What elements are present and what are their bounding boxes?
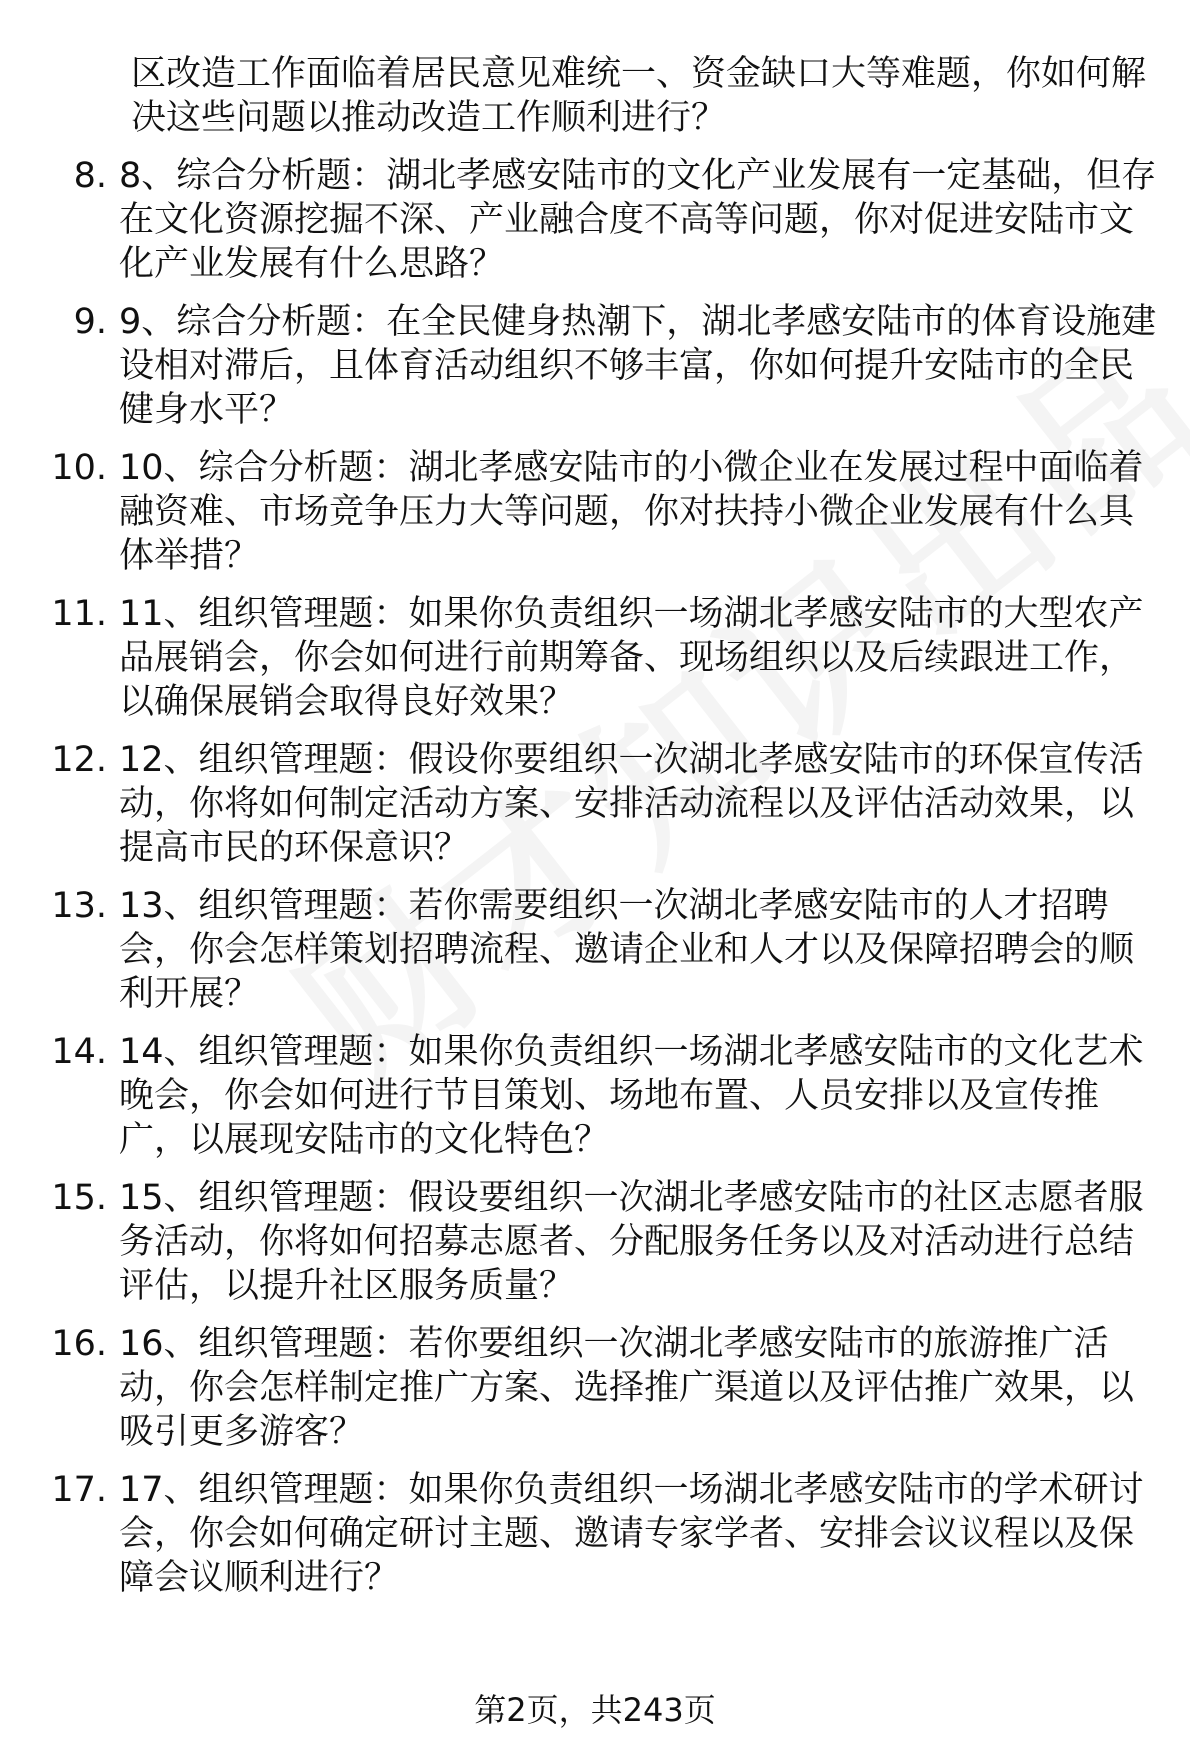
continuation-text: 区改造工作面临着居民意见难统一、资金缺口大等难题，你如何解决这些问题以推动改造工作顺利进行？ [131,54,1147,138]
question-item [0,1176,1190,1308]
question-text: 16、组织管理题：若你要组织一次湖北孝感安陆市的旅游推广活动，你会怎样制定推广方案、选择推广渠道以及评估推广效果，以吸引更多游客？ [119,1324,1135,1452]
question-item [0,446,1190,578]
question-item [0,592,1190,724]
question-number: 9. [73,302,107,342]
page-footer: 第2页，共243页 [474,1691,716,1729]
question-item [0,154,1190,286]
question-text: 17、组织管理题：如果你负责组织一场湖北孝感安陆市的学术研讨会，你会如何确定研讨主题、邀请专家学者、安排会议议程以及保障会议顺利进行？ [119,1470,1144,1598]
question-number: 12. [51,740,107,780]
question-number: 16. [51,1324,107,1364]
question-item [0,1468,1190,1600]
question-number: 13. [51,886,107,926]
question-item [0,1030,1190,1162]
question-text: 10、综合分析题：湖北孝感安陆市的小微企业在发展过程中面临着融资难、市场竞争压力大等问题，你对扶持小微企业发展有什么具体举措？ [119,448,1144,576]
question-number: 8. [73,156,107,196]
question-item [0,300,1190,432]
question-number: 10. [51,448,107,488]
question-text: 15、组织管理题：假设要组织一次湖北孝感安陆市的社区志愿者服务活动，你将如何招募志愿者、分配服务任务以及对活动进行总结评估，以提升社区服务质量？ [119,1178,1144,1306]
question-item [0,1322,1190,1454]
question-number: 14. [51,1032,107,1072]
question-number: 17. [51,1470,107,1510]
question-text: 9、综合分析题：在全民健身热潮下，湖北孝感安陆市的体育设施建设相对滞后，且体育活动组织不够丰富，你如何提升安陆市的全民健身水平？ [119,302,1157,430]
question-text: 11、组织管理题：如果你负责组织一场湖北孝感安陆市的大型农产品展销会，你会如何进行前期筹备、现场组织以及后续跟进工作，以确保展销会取得良好效果？ [119,594,1144,722]
question-number: 15. [51,1178,107,1218]
question-text: 8、综合分析题：湖北孝感安陆市的文化产业发展有一定基础，但存在文化资源挖掘不深、产业融合度不高等问题，你对促进安陆市文化产业发展有什么思路？ [119,156,1157,284]
question-item [0,738,1190,870]
question-text: 12、组织管理题：假设你要组织一次湖北孝感安陆市的环保宣传活动，你将如何制定活动方案、安排活动流程以及评估活动效果，以提高市民的环保意识？ [119,740,1144,868]
question-item [0,884,1190,1016]
question-text: 14、组织管理题：如果你负责组织一场湖北孝感安陆市的文化艺术晚会，你会如何进行节目策划、场地布置、人员安排以及宣传推广，以展现安陆市的文化特色？ [119,1032,1144,1160]
question-list [0,52,1190,1614]
question-number: 11. [51,594,107,634]
question-text: 13、组织管理题：若你需要组织一次湖北孝感安陆市的人才招聘会，你会怎样策划招聘流程、邀请企业和人才以及保障招聘会的顺利开展？ [119,886,1135,1014]
